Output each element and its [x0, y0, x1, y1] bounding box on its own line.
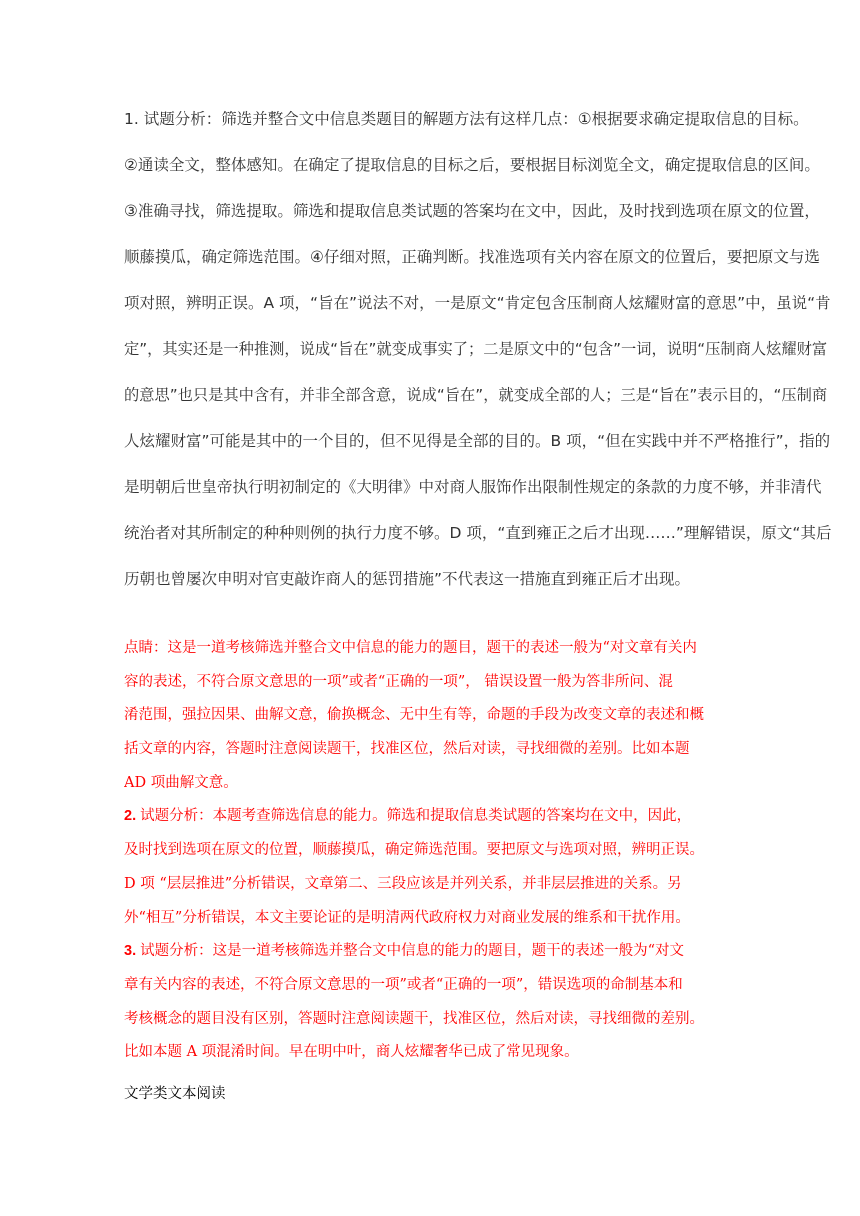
- notes-section: [124, 632, 764, 1070]
- note-line: [124, 800, 764, 834]
- analysis-line: 人炫耀财富”可能是其中的一个目的，但不见得是全部的目的。B 项，“但在实践中并不严格推行”，指的: [124, 432, 831, 450]
- analysis-line: 定”，其实还是一种推测，说成“旨在”就变成事实了；二是原文中的“包含”一词，说明“压制商人炫耀财富: [124, 340, 828, 358]
- note-line: [124, 699, 764, 733]
- analysis-line: 统治者对其所制定的种种则例的执行力度不够。D 项，“直到雍正之后才出现……”理解错误，原文“其后: [124, 524, 832, 542]
- note-text: 点睛：这是一道考核筛选并整合文中信息的能力的题目，题干的表述一般为“对文章有关内: [124, 640, 697, 656]
- note-text: 比如本题 A 项混淆时间。早在明中叶，商人炫耀奢华已成了常见现象。: [124, 1044, 579, 1061]
- note-line: [124, 767, 764, 801]
- note-text: AD 项曲解文意。: [124, 774, 238, 791]
- note-text: 及时找到选项在原文的位置，顺藤摸瓜，确定筛选范围。要把原文与选项对照，辨明正误。: [124, 842, 704, 859]
- note-line: [124, 632, 764, 666]
- analysis-line: ③准确寻找，筛选提取。筛选和提取信息类试题的答案均在文中，因此，及时找到选项在原文的位置，: [124, 202, 820, 220]
- note-line: [124, 935, 764, 969]
- note-line: [124, 1003, 764, 1037]
- note-text: 试题分析：这是一道考核筛选并整合文中信息的能力的题目，题干的表述一般为“对文: [140, 943, 685, 960]
- analysis-line: 的意思”也只是其中含有，并非全部含意，说成“旨在”，就变成全部的人；三是“旨在”表示目的，“压制商: [124, 386, 828, 404]
- note-text: 考核概念的题目没有区别，答题时注意阅读题干，找准区位，然后对读，寻找细微的差别。: [124, 1010, 704, 1027]
- note-line: [124, 868, 764, 902]
- analysis-line: ②通读全文，整体感知。在确定了提取信息的目标之后，要根据目标浏览全文，确定提取信息的区间。: [124, 156, 820, 174]
- note-lead: 3.: [124, 943, 141, 960]
- note-text: D 项 “层层推进”分析错误，文章第二、三段应该是并列关系，并非层层推进的关系。另: [124, 875, 682, 892]
- note-line: [124, 733, 764, 767]
- analysis-line: 1. 试题分析：筛选并整合文中信息类题目的解题方法有这样几点：①根据要求确定提取信息的目标。: [124, 110, 809, 128]
- analysis-line: 历朝也曾屡次申明对官吏敲诈商人的惩罚措施”不代表这一措施直到雍正后才出现。: [124, 570, 691, 588]
- analysis-line: 项对照，辨明正误。A 项，“旨在”说法不对，一是原文“肯定包含压制商人炫耀财富的意思”中，虽说“肯: [124, 294, 831, 312]
- note-line: [124, 1036, 764, 1070]
- note-text: 外“相互”分析错误，本文主要论证的是明清两代政府权力对商业发展的维系和干扰作用。: [124, 909, 690, 926]
- analysis-paragraph: [124, 96, 836, 602]
- note-line: [124, 902, 764, 936]
- note-lead: 2.: [124, 808, 141, 825]
- note-text: 试题分析：本题考查筛选信息的能力。筛选和提取信息类试题的答案均在文中，因此，: [140, 808, 692, 825]
- note-text: 括文章的内容，答题时注意阅读题干，找准区位，然后对读，寻找细微的差别。比如本题: [124, 741, 690, 758]
- analysis-line: 顺藤摸瓜，确定筛选范围。④仔细对照，正确判断。找准选项有关内容在原文的位置后，要把原文与选: [124, 248, 820, 266]
- note-line: [124, 834, 764, 868]
- note-line: [124, 666, 764, 700]
- note-text: 容的表述，不符合原文意思的一项”或者“正确的一项”， 错误设置一般为答非所问、混: [124, 673, 673, 690]
- note-line: [124, 969, 764, 1003]
- note-text: 章有关内容的表述，不符合原文意思的一项”或者“正确的一项”，错误选项的命制基本和: [124, 976, 683, 993]
- analysis-line: 是明朝后世皇帝执行明初制定的《大明律》中对商人服饰作出限制性规定的条款的力度不够，并非清代: [124, 478, 822, 496]
- note-text: 淆范围，强拉因果、曲解文意，偷换概念、无中生有等，命题的手段为改变文章的表述和概: [124, 707, 704, 724]
- section-title: 文学类文本阅读: [124, 1086, 226, 1102]
